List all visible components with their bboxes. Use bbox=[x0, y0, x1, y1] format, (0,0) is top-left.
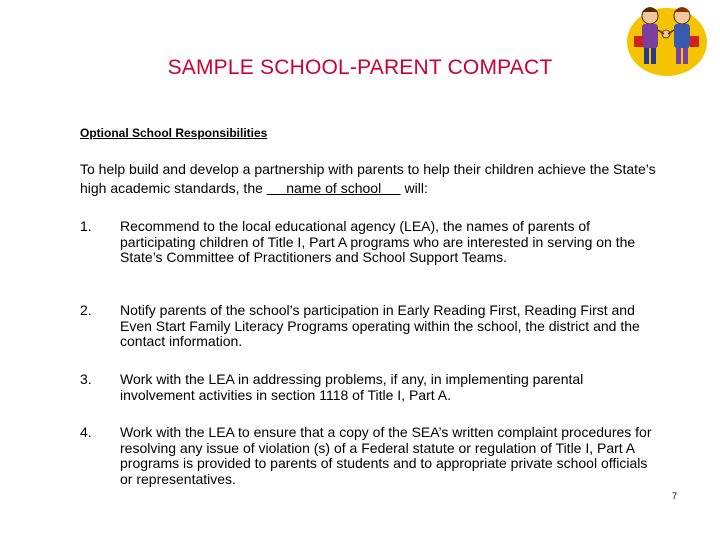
list-item-number: 2. bbox=[80, 302, 92, 318]
intro-paragraph bbox=[80, 160, 680, 198]
list-item-number: 4. bbox=[80, 424, 92, 440]
students-clipart-icon bbox=[620, 0, 712, 80]
page-number: 7 bbox=[672, 491, 678, 501]
list-item-text: Recommend to the local educational agency (LEA), the names of parents of participating children of Title I, Part A programs who are interested in serving on the State’s Committee of Practitioners and School Support Teams. bbox=[120, 218, 636, 265]
school-name-blank: name of school bbox=[266, 180, 401, 196]
intro-text-start: To help build and develop a partnership with parents to help their children achieve the State’s high academic standards, the bbox=[80, 161, 656, 196]
section-subheading: Optional School Responsibilities bbox=[80, 126, 268, 140]
page-title: SAMPLE SCHOOL-PARENT COMPACT bbox=[167, 56, 553, 79]
list-item-number: 3. bbox=[80, 371, 92, 387]
list-item-text: Notify parents of the school’s participation in Early Reading First, Reading First and Even Start Family Literacy Programs operating within the school, the district and the contact information. bbox=[120, 302, 640, 349]
list-item-text: Work with the LEA to ensure that a copy of the SEA’s written complaint procedures for resolving any issue of violation (s) of a Federal statute or regulation of Title I, Part A programs is provided to parents of students and to appropriate private school officials or representatives. bbox=[120, 424, 652, 487]
list-item-text: Work with the LEA in addressing problems, if any, in implementing parental involvement activities in section 1118 of Title I, Part A. bbox=[120, 371, 584, 403]
intro-text-end: will: bbox=[400, 180, 428, 196]
list-item-number: 1. bbox=[80, 218, 92, 234]
